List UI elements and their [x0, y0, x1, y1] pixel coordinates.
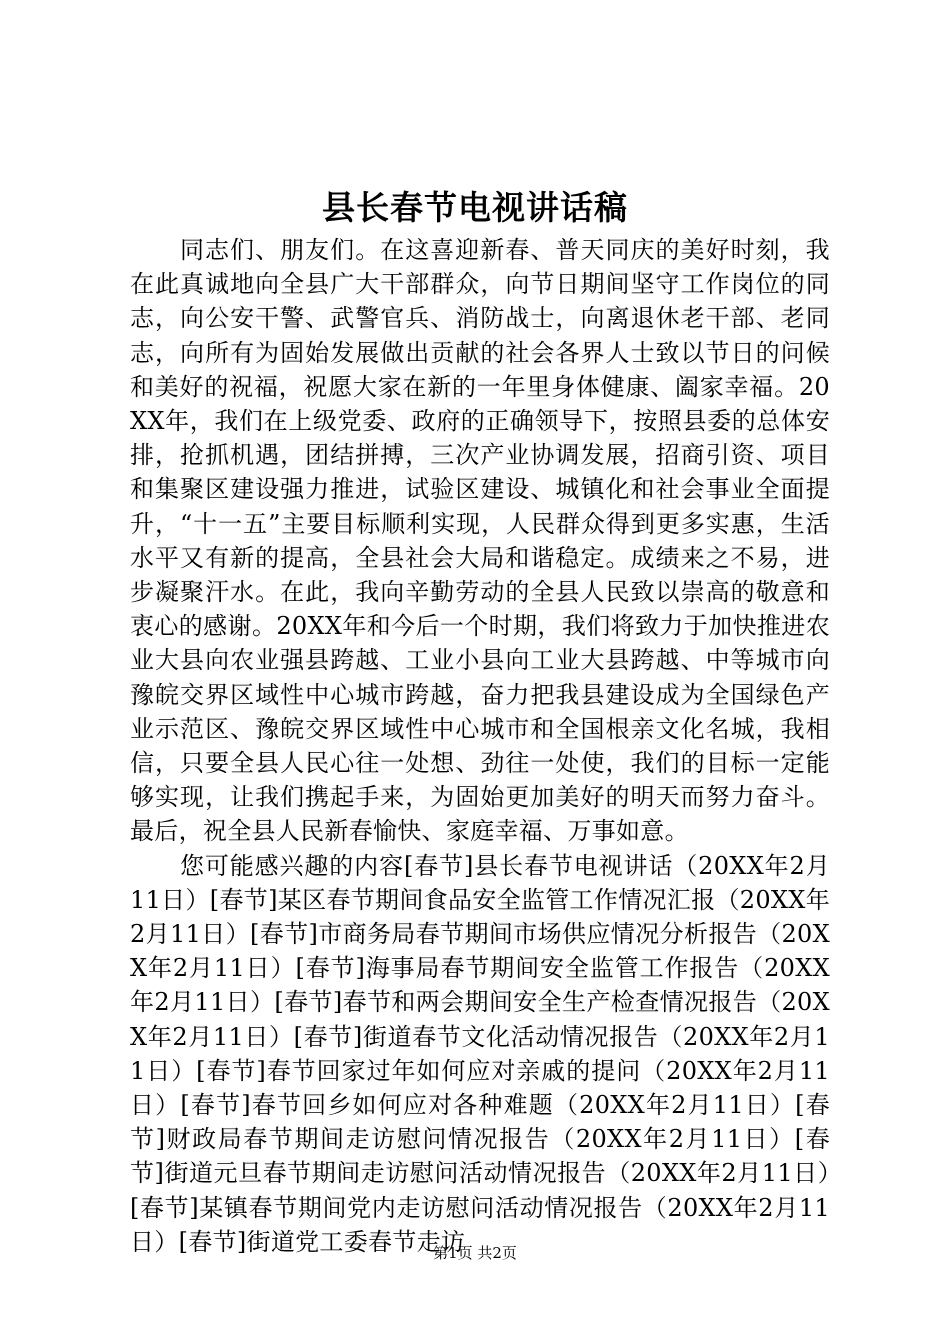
- document-body: [130, 233, 830, 1259]
- document-title: 县长春节电视讲话稿: [322, 188, 628, 227]
- page-number-footer: 第1页 共2页: [433, 1244, 517, 1262]
- related-content-paragraph: 您可能感兴趣的内容[春节]县长春节电视讲话（20XX年2月11日）[春节]某区春节期间食品安全监管工作情况汇报（20XX年2月11日）[春节]市商务局春节期间市场供应情况分析报告（20XX年2月11日）[春节]海事局春节期间安全监管工作报告（20XX年2月11日）[春节]春节和两会期间安全生产检查情况报告（20XX年2月11日）[春节]街道春节文化活动情况报告（20XX年2月11日）[春节]春节回家过年如何应对亲戚的提问（20XX年2月11日）[春节]春节回乡如何应对各种难题（20XX年2月11日）[春节]财政局春节期间走访慰问情况报告（20XX年2月11日）[春节]街道元旦春节期间走访慰问活动情况报告（20XX年2月11日）[春节]某镇春节期间党内走访慰问活动情况报告（20XX年2月11日）[春节]街道党工委春节走访: [130, 851, 830, 1256]
- speech-paragraph: 同志们、朋友们。在这喜迎新春、普天同庆的美好时刻，我在此真诚地向全县广大干部群众，向节日期间坚守工作岗位的同志，向公安干警、武警官兵、消防战士，向离退休老干部、老同志，向所有为固始发展做出贡献的社会各界人士致以节日的问候和美好的祝福，祝愿大家在新的一年里身体健康、阖家幸福。20XX年，我们在上级党委、政府的正确领导下，按照县委的总体安排，抢抓机遇，团结拼搏，三次产业协调发展，招商引资、项目和集聚区建设强力推进，试验区建设、城镇化和社会事业全面提升，“十一五”主要目标顺利实现，人民群众得到更多实惠，生活水平又有新的提高，全县社会大局和谐稳定。成绩来之不易，进步凝聚汗水。在此，我向辛勤劳动的全县人民致以崇高的敬意和衷心的感谢。20XX年和今后一个时期，我们将致力于加快推进农业大县向农业强县跨越、工业小县向工业大县跨越、中等城市向豫皖交界区域性中心城市跨越，奋力把我县建设成为全国绿色产业示范区、豫皖交界区域性中心城市和全国根亲文化名城，我相信，只要全县人民心往一处想、劲往一处使，我们的目标一定能够实现，让我们携起手来，为固始更加美好的明天而努力奋斗。最后，祝全县人民新春愉快、家庭幸福、万事如意。: [130, 236, 830, 846]
